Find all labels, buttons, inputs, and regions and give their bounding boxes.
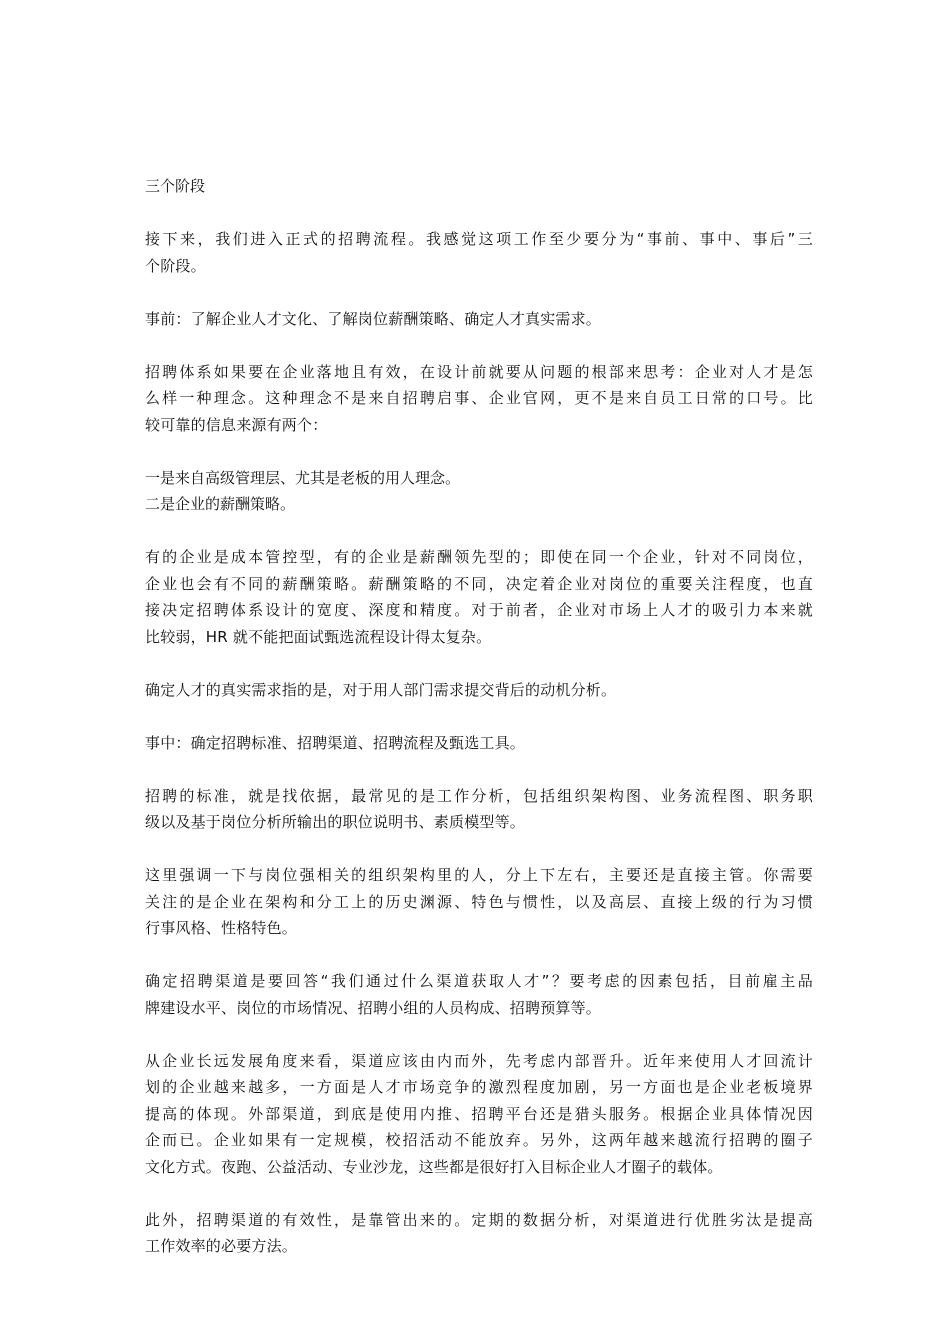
paragraph-before-stage [145,306,813,333]
paragraph-recruit-system [145,359,813,439]
paragraph-line: 个阶段。 [145,256,206,275]
paragraph-line: 较可靠的信息来源有两个： [145,415,328,434]
paragraph-line: 招聘体系如果要在企业落地且有效，在设计前就要从问题的根部来思考：企业对人才是怎 [145,362,813,381]
paragraph-line: 关注的是企业在架构和分工上的历史渊源、特色与惯性，以及高层、直接上级的行为习惯 [145,892,813,911]
paragraph-line: 确定招聘渠道是要回答“我们通过什么渠道获取人才”？要考虑的因素包括，目前雇主品 [145,972,813,990]
paragraph-line: 行事风格、性格特色。 [145,919,298,937]
paragraph-line: 工作效率的必要方法。 [145,1237,298,1255]
paragraph-line: 文化方式。夜跑、公益活动、专业沙龙，这些都是很好打入目标企业人才圈子的载体。 [145,1157,723,1176]
paragraph-line: 比较弱，HR 就不能把面试甄选流程设计得太复杂。 [145,627,492,646]
paragraph-line: 确定人才的真实需求指的是，对于用人部门需求提交背后的动机分析。 [145,680,617,699]
paragraph-line: 这里强调一下与岗位强相关的组织架构里的人，分上下左右，主要还是直接主管。你需要 [145,866,813,884]
paragraph-line: 企业也会有不同的薪酬策略。薪酬策略的不同，决定着企业对岗位的重要关注程度，也直 [145,574,813,593]
paragraph-line: 接决定招聘体系设计的宽度、深度和精度。对于前者，企业对市场上人才的吸引力本来就 [145,601,813,619]
paragraph-line: 提高的体现。外部渠道，到底是使用内推、招聘平台还是猎头服务。根据企业具体情况因 [145,1104,813,1123]
list-item: 一是来自高级管理层、尤其是老板的用人理念。 [145,468,461,487]
paragraph-real-needs [145,677,813,704]
paragraph-line: 此外，招聘渠道的有效性，是靠管出来的。定期的数据分析，对渠道进行优胜劣汰是提高 [145,1210,813,1229]
paragraph-line: 招聘的标准，就是找依据，最常见的是工作分析，包括组织架构图、业务流程图、职务职 [145,786,813,805]
paragraph-channel-effectiveness [145,1207,813,1260]
paragraph-line: 有的企业是成本管控型，有的企业是薪酬领先型的；即使在同一个企业，针对不同岗位， [145,548,813,566]
paragraph-pay-strategy [145,544,813,650]
paragraph-long-term [145,1048,813,1181]
info-source-list [145,465,813,518]
paragraph-org-structure [145,862,813,942]
paragraph-intro [145,226,813,279]
paragraph-line: 从企业长远发展角度来看，渠道应该由内而外，先考虑内部晋升。近年来使用人才回流计 [145,1051,813,1070]
paragraph-recruit-standard [145,783,813,836]
paragraph-line: 划的企业越来越多，一方面是人才市场竞争的激烈程度加剧，另一方面也是企业老板境界 [145,1078,813,1096]
paragraph-line: 事前：了解企业人才文化、了解岗位薪酬策略、确定人才真实需求。 [145,309,602,328]
list-item: 二是企业的薪酬策略。 [145,495,296,513]
paragraph-during-stage [145,730,813,757]
paragraph-recruit-channel [145,968,813,1021]
paragraph-line: 级以及基于岗位分析所输出的职位说明书、素质模型等。 [145,813,526,831]
paragraph-line: 事中：确定招聘标准、招聘渠道、招聘流程及甄选工具。 [145,733,526,752]
document-page [145,173,813,1286]
section-heading: 三个阶段 [145,177,206,195]
paragraph-line: 企而已。企业如果有一定规模，校招活动不能放弃。另外，这两年越来越流行招聘的圈子 [145,1131,813,1149]
paragraph-line: 牌建设水平、岗位的市场情况、招聘小组的人员构成、招聘预算等。 [145,998,602,1017]
paragraph-line: 接下来，我们进入正式的招聘流程。我感觉这项工作至少要分为“事前、事中、事后”三 [145,230,813,248]
paragraph-line: 么样一种理念。这种理念不是来自招聘启事、企业官网，更不是来自员工日常的口号。比 [145,389,813,407]
